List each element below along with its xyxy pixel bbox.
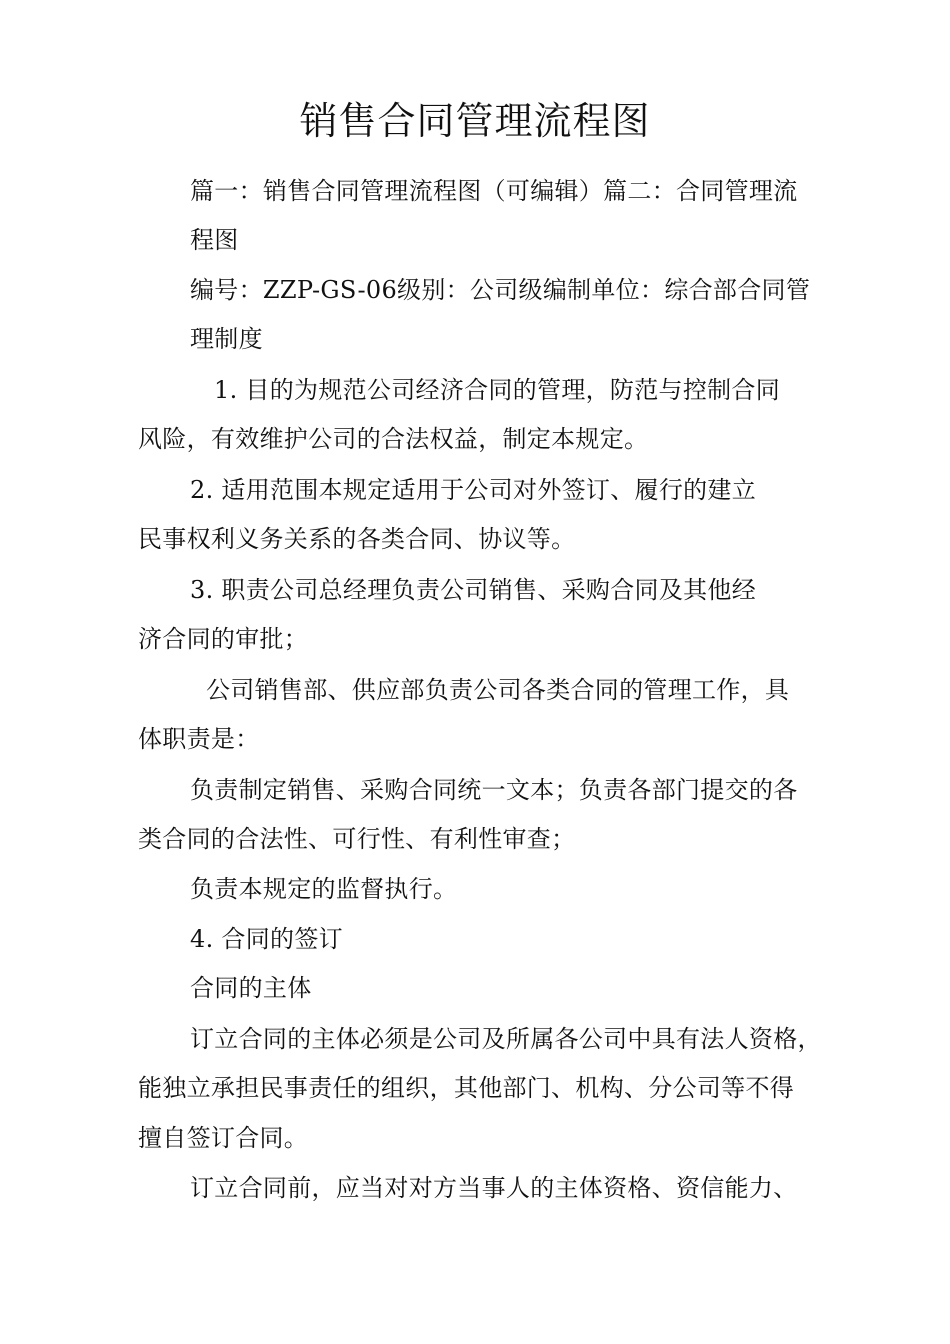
text-line: 理制度 (190, 325, 263, 353)
text-line: 类合同的合法性、可行性、有利性审查； (138, 825, 576, 853)
text-line: 济合同的审批； (138, 625, 309, 653)
text-line: 篇一：销售合同管理流程图（可编辑）篇二：合同管理流 (190, 177, 798, 205)
text-line: 3. 职责公司总经理负责公司销售、采购合同及其他经 (190, 576, 757, 604)
text-line: 4. 合同的签订 (190, 925, 343, 953)
text-line: 负责本规定的监督执行。 (190, 875, 458, 903)
text-line: 体职责是： (138, 725, 260, 753)
text-line: 民事权利义务关系的各类合同、协议等。 (138, 525, 576, 553)
text-line: 合同的主体 (190, 974, 312, 1002)
text-line: 2. 适用范围本规定适用于公司对外签订、履行的建立 (190, 476, 757, 504)
text-line: 擅自签订合同。 (138, 1124, 309, 1152)
text-line: 负责制定销售、采购合同统一文本；负责各部门提交的各 (190, 776, 798, 804)
text-line: 公司销售部、供应部负责公司各类合同的管理工作，具 (206, 676, 790, 704)
text-line: 编号：ZZP-GS-06级别：公司级编制单位：综合部合同管 (190, 276, 811, 304)
document-title: 销售合同管理流程图 (299, 99, 651, 143)
text-line: 风险，有效维护公司的合法权益，制定本规定。 (138, 425, 649, 453)
text-line: 订立合同前，应当对对方当事人的主体资格、资信能力、 (190, 1174, 798, 1202)
text-line: 程图 (190, 226, 239, 254)
text-line: 能独立承担民事责任的组织，其他部门、机构、分公司等不得 (138, 1074, 795, 1102)
text-line: 订立合同的主体必须是公司及所属各公司中具有法人资格， (190, 1025, 822, 1053)
text-line: 1. 目的为规范公司经济合同的管理，防范与控制合同 (214, 376, 781, 404)
